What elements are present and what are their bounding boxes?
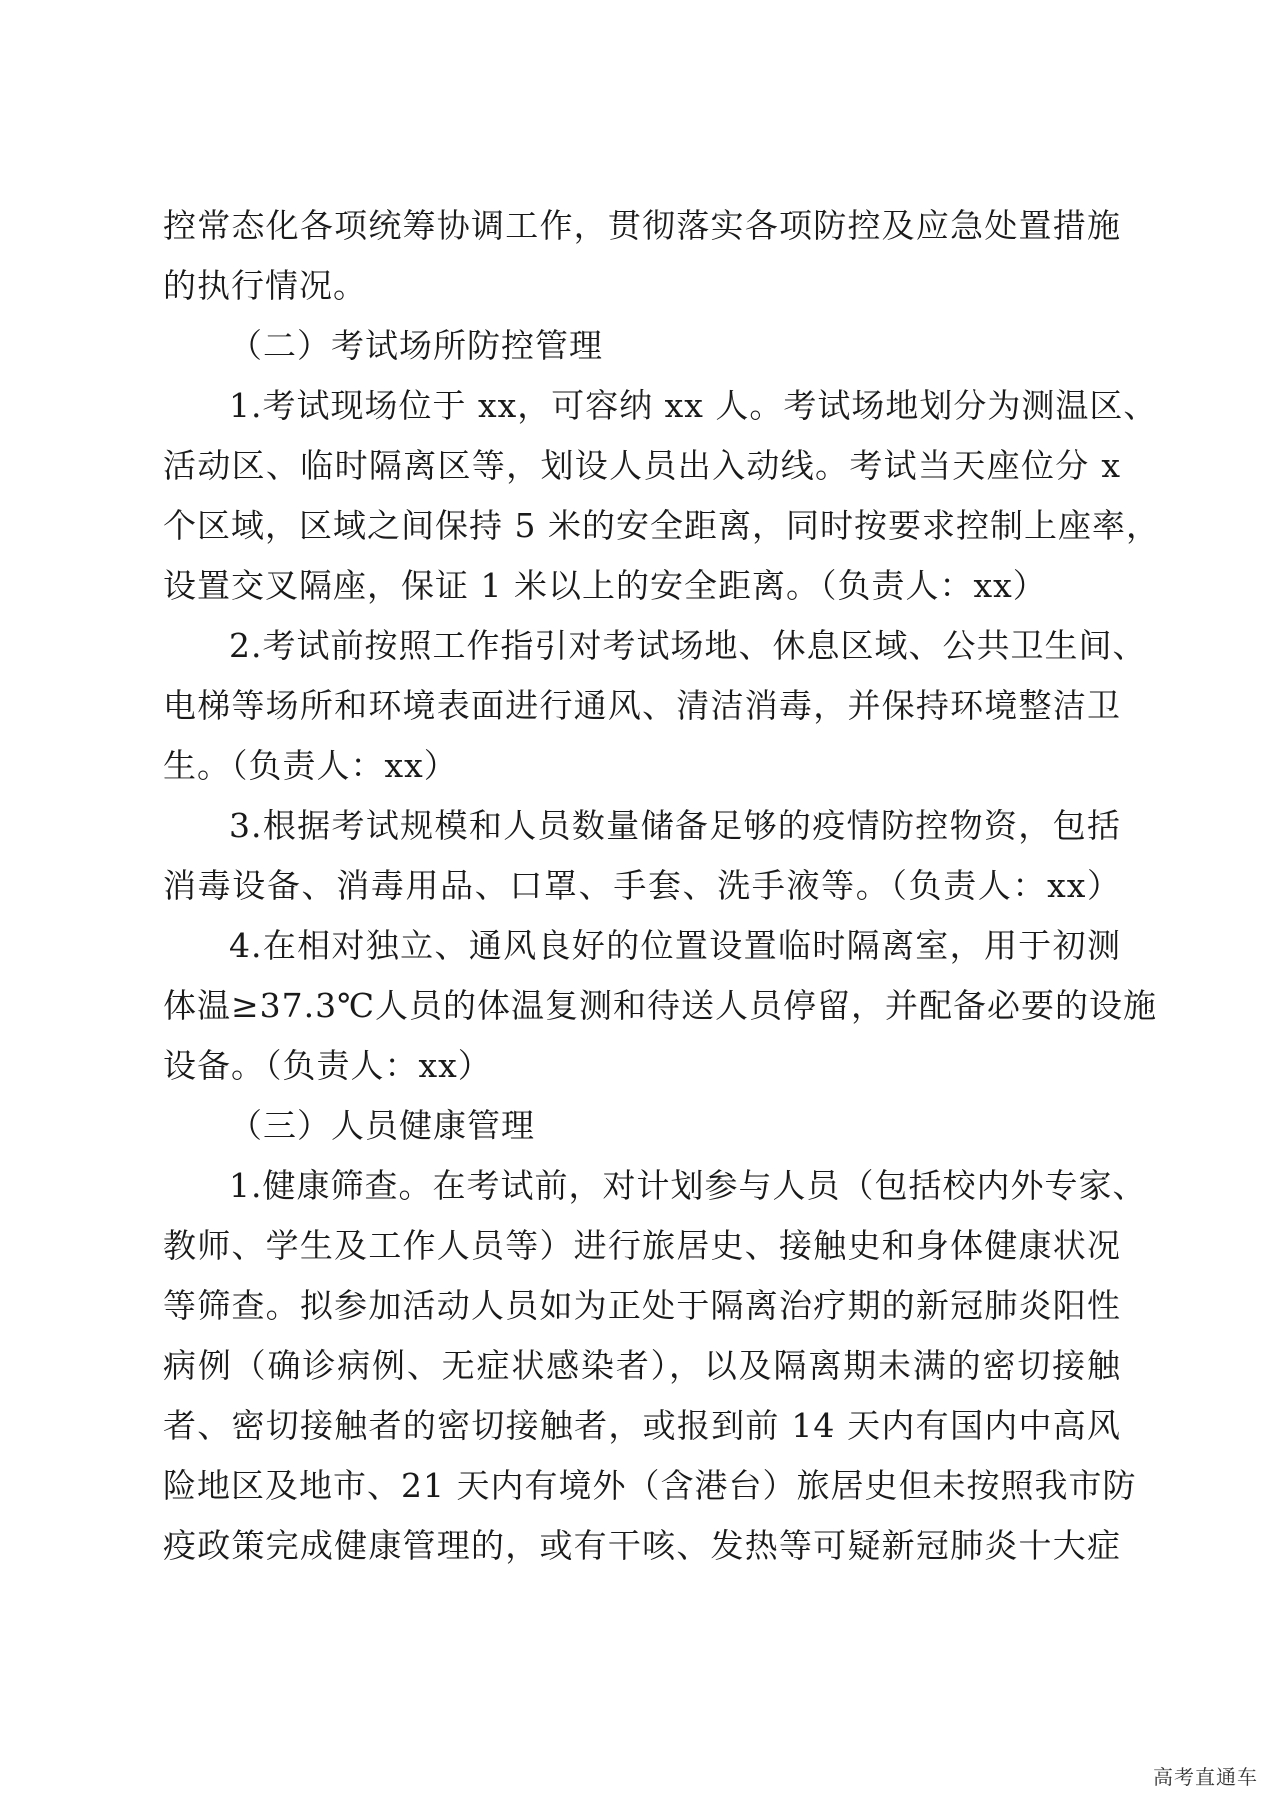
section-heading: （三）人员健康管理 [229, 1106, 535, 1145]
paragraph-line: 控常态化各项统筹协调工作，贯彻落实各项防控及应急处置措施 [163, 206, 1121, 245]
paragraph-line: 体温≥37.3℃人员的体温复测和待送人员停留，并配备必要的设施 [163, 986, 1158, 1025]
watermark: 高考直通车 [1153, 1765, 1258, 1789]
paragraph-line: 电梯等场所和环境表面进行通风、清洁消毒，并保持环境整洁卫 [163, 686, 1121, 725]
paragraph-line: 1.健康筛查。在考试前，对计划参与人员（包括校内外专家、 [229, 1166, 1147, 1205]
paragraph-line: 病例（确诊病例、无症状感染者），以及隔离期未满的密切接触 [163, 1346, 1121, 1385]
paragraph-line: 3.根据考试规模和人员数量储备足够的疫情防控物资，包括 [229, 806, 1121, 845]
paragraph-line: 2.考试前按照工作指引对考试场地、休息区域、公共卫生间、 [229, 626, 1147, 665]
paragraph-line: 设备。（负责人：xx） [163, 1046, 492, 1085]
paragraph-line: 等筛查。拟参加活动人员如为正处于隔离治疗期的新冠肺炎阳性 [163, 1286, 1121, 1325]
paragraph-line: 消毒设备、消毒用品、口罩、手套、洗手液等。（负责人：xx） [163, 866, 1121, 905]
paragraph-line: 者、密切接触者的密切接触者，或报到前 14 天内有国内中高风 [163, 1406, 1121, 1445]
document-page [163, 196, 1160, 1576]
paragraph-line: 个区域，区域之间保持 5 米的安全距离，同时按要求控制上座率， [163, 506, 1160, 545]
paragraph-line: 1.考试现场位于 xx，可容纳 xx 人。考试场地划分为测温区、 [229, 386, 1158, 425]
section-heading: （二）考试场所防控管理 [229, 326, 603, 365]
paragraph-line: 疫政策完成健康管理的，或有干咳、发热等可疑新冠肺炎十大症 [163, 1526, 1121, 1565]
paragraph-line: 生。（负责人：xx） [163, 746, 458, 785]
paragraph-line: 4.在相对独立、通风良好的位置设置临时隔离室，用于初测 [229, 926, 1121, 965]
paragraph-line: 活动区、临时隔离区等，划设人员出入动线。考试当天座位分 x [163, 446, 1121, 485]
paragraph-line: 教师、学生及工作人员等）进行旅居史、接触史和身体健康状况 [163, 1226, 1121, 1265]
paragraph-line: 险地区及地市、21 天内有境外（含港台）旅居史但未按照我市防 [163, 1466, 1137, 1505]
paragraph-line: 设置交叉隔座，保证 1 米以上的安全距离。（负责人：xx） [163, 566, 1047, 605]
paragraph-line: 的执行情况。 [163, 266, 367, 305]
